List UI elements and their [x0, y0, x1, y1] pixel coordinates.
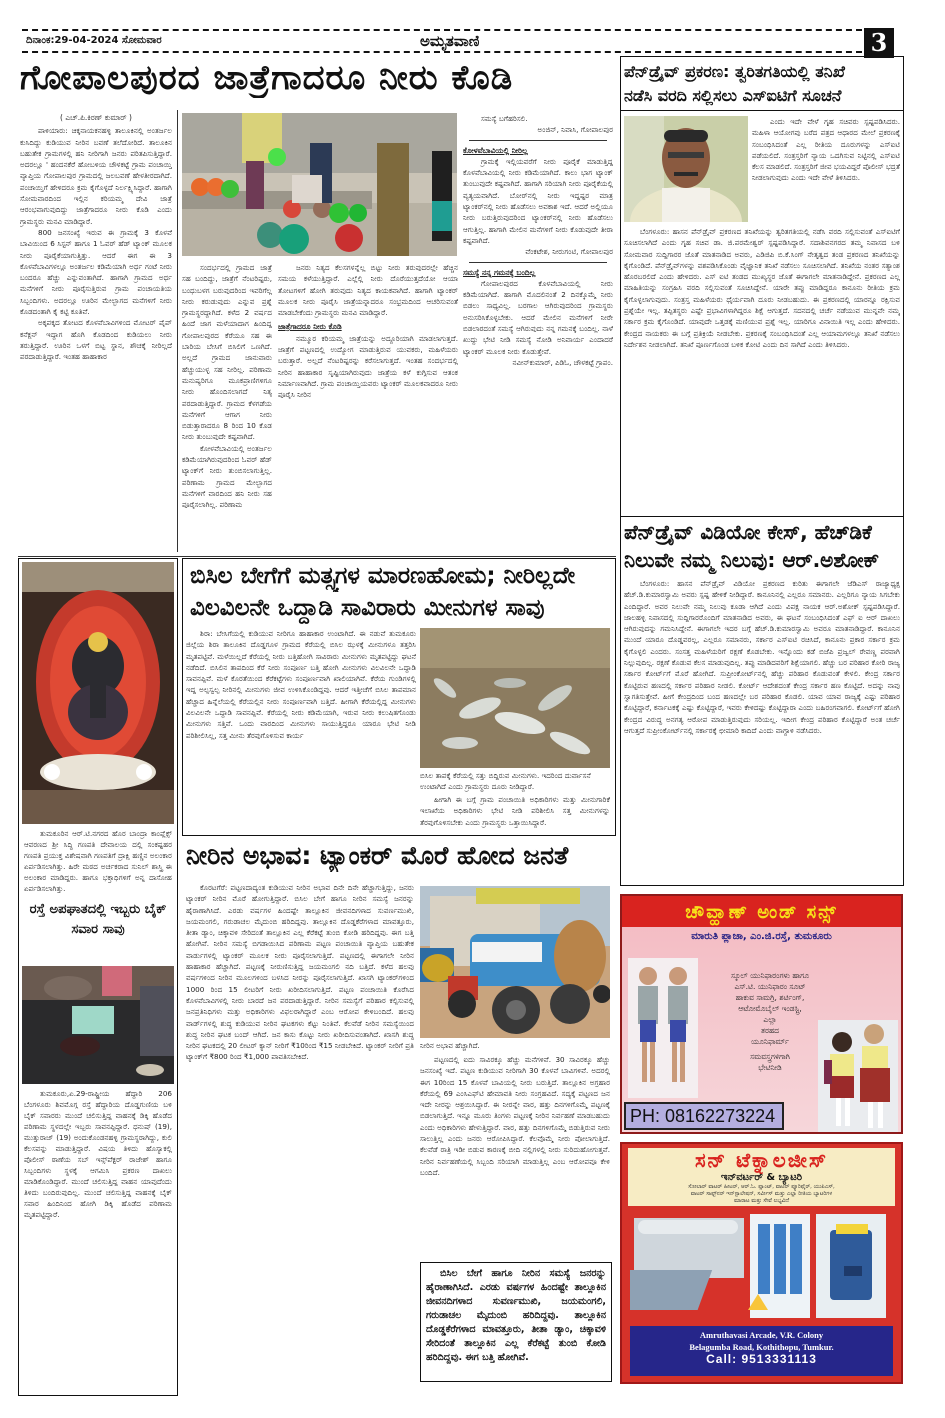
chauhan-ad-address: ಮಾರುತಿ ಪ್ಲಾಜಾ, ಎಂ.ಜಿ.ರಸ್ತೆ, ತುಮಕೂರು	[691, 931, 832, 942]
lead-column-4	[463, 113, 613, 553]
lead-para-1: ಪಾಳಿಯಾರು: ಚಿಕ್ಕನಾಯಕನಹಳ್ಳಿ ತಾಲೂಕಿನಲ್ಲಿ ಅಂತರ್ಜಲ ಕುಸಿದಿದ್ದು ಕುಡಿಯುವ ನೀರಿನ ಬವಣೆ ತಲೆದೋರಿದೆ. ತಾಲೂಕಿನ ಬಹುತೇಕ ಗ್ರಾಮಗಳಲ್ಲಿ ಹನಿ ನೀರಿಗಾಗಿ ಜನರು ಪರಿತಪಿಸುತ್ತಿದ್ದಾರೆ. ಅದರಲ್ಲೂ ' ಹಂದನಕೆರೆ ಹೋಬಳಿಯ ಚೌಳಕಟ್ಟೆ ಗ್ರಾಮ ಪಂಚಾಯ್ತಿ ವ್ಯಾಪ್ತಿಯ ಗೋಪಾಲಪುರ ಗ್ರಾಮದಲ್ಲಿ ಜಲಬವಣೆ ಹೇಳತೀರದಾಗಿದೆ. ಪಂಚಾಯ್ತಿಗೆ ಹೇಳಿದರೂ ಕ್ರಮ ಕೈಗೊಳ್ಳದೆ ನಿರ್ಲಕ್ಷ್ಯಿಸಿದ್ದಾರೆ. ಹಾಗಾಗಿ ಸೋಮವಾರದಿಂದ ಇಲ್ಲಿನ ಕರಿಯಮ್ಮ ದೇವಿ ಜಾತ್ರೆ ಆರಂಭವಾಗುವುದಿದ್ದು ಜಾತ್ರೆಗಾದರೂ ನೀರು ಕೊಡಿ ಎಂದು ಗ್ರಾಮಸ್ಥರು ಮನವಿ ಮಾಡಿದ್ದಾರೆ.	[20, 126, 172, 226]
fish-headline-line-1: ಬಿಸಿಲ ಬೇಗೆಗೆ ಮತ್ಸ್ಯಗಳ ಮಾರಣಹೋಮ; ನೀರಿಲ್ಲದೇ	[190, 563, 576, 589]
lead-column-2	[182, 262, 272, 552]
ad-line: ಸೋಲಾರ್ ವಾಟರ್ ಹೀಟರ್, ಆರ್.ಓ. ಪ್ಲಾಂಟ್, ವಾಟರ್ ಪ್ಯೂರಿಫೈರ್, ಯುಪಿಎಸ್,	[688, 1184, 835, 1190]
dead-fish-photo	[420, 628, 610, 768]
lead-subhead-pdo: ಸಮಸ್ಯೆ ನನ್ನ ಗಮನಕ್ಕೆ ಬಂದಿಲ್ಲ	[463, 267, 536, 277]
ganesha-photo	[22, 562, 174, 824]
lead-para-7: ನಮ್ಮೂರ ಕರಿಯಮ್ಮ ಜಾತ್ರೆಯನ್ನು ಅದ್ದೂರಿಯಾಗಿ ಮಾಡಲಾಗುತ್ತದೆ. ಜಾತ್ರೆಗೆ ಪಟ್ಟಣದಲ್ಲಿ ಉದ್ಯೋಗ ಮಾಡುತ್ತಿರುವ ಯುವಕರು, ಮಹಿಳೆಯರು ಬರುತ್ತಾರೆ. ಅಲ್ಲದೆ ನೆಂಟರಿಷ್ಟರನ್ನು ಕರೆಸಲಾಗುತ್ತದೆ. ಇಂತಹ ಸಂದರ್ಭದಲ್ಲಿ ನೀರಿನ ಹಾಹಾಕಾರ ಸೃಷ್ಟಿಯಾಗಿರುವುದು ಜಾತ್ರೆಯ ಕಳೆ ಕುಗ್ಗಿಸುವ ಆತಂಕ ನಿರ್ಮಾಣವಾಗಿದೆ. ಗ್ರಾಮ ಪಂಚಾಯ್ತಿಯವರು ಟ್ಯಾಂಕರ್ ಮೂಲಕವಾದರೂ ನೀರು ಪೂರೈಸಿ ನೀರಿನ	[278, 333, 458, 400]
lead-para-3: ಅಕ್ಕಪಕ್ಕದ ತೋಟದ ಕೊಳವೆಬಾವಿಗಳಿಂದ ಮೋಟರ್ ಪೈಪ್ ಕನೆಕ್ಷನ್ ಇದ್ದಾಗ ಹೊಗಿ ಕೊಡದಿಂದ ಕುಡಿಯಲು ನೀರು ತರುತ್ತಿದ್ದಾರೆ. ಊರಿನ ಒಳಗೆ ಬಿಟ್ಟ ಸ್ಥಾನ, ಶೌಚಕ್ಕೆ ನೀರಿಲ್ಲದೆ ಪರದಾಡುತ್ತಿದ್ದಾರೆ. ಇಂತಹ ಹಾಹಾಕಾರ	[20, 318, 172, 362]
ad-line: ಮಾರಾಟ ಮತ್ತು ಸೇವೆ ಲಭ್ಯವಿದೆ	[733, 1198, 790, 1204]
quote-signature-2: ವೆಂಕಟೇಶ, ನೀರುಗಂಟಿ, ಗೋಪಾಲಪುರ	[525, 247, 613, 257]
ad-line: ಯೂನಿಫಾರ್ಮ್	[751, 1037, 789, 1046]
home-minister-photo	[624, 116, 748, 222]
sun-ad-services	[628, 1184, 895, 1205]
lead-byline: ( ಎಚ್.ಪಿ.ಕಿರಣ್ ಕುಮಾರ್ )	[60, 113, 132, 122]
ganesha-caption: ತುಮಕೂರಿನ ಆರ್.ಟಿ.ನಗರದ ಹೊರ ಬಾಂದ್ರಾ ಕಾಂಪ್ಲೆಕ್ಸ್ ಆವರಣದ ಶ್ರೀ ಸಿದ್ಧಿ ಗಣಪತಿ ದೇವಾಲಯ ದಲ್ಲಿ ಸಂಕಷ್ಟಹರ ಗಣಪತಿ ಪ್ರಯುಕ್ತ ವಿಶೇಷವಾಗಿ ಗಣಪತಿಗೆ ದ್ರಾಕ್ಷಿ ಹಣ್ಣಿನ ಅಲಂಕಾರ ಏರ್ಪಡಿಸಲಾಗಿತ್ತು. ಹಿರೇ ಮಠದ ಅರ್ಚಕರಾದ ಸುನಿಲ್ ಶಾಸ್ತ್ರಿ ಈ ಅಲಂಕಾರ ಮಾಡಿದ್ದರು. ಹಾಗೂ ಭಕ್ತಾಧಿಗಳಿಗೆ ಅನ್ನ ದಾಸೋಹ ಏರ್ಪಡಿಸಲಾಗಿತ್ತು.	[24, 829, 172, 893]
water-queue-photo	[182, 113, 457, 256]
quote-signature-3: ನವೀನ್‌ಕುಮಾರ್, ಪಿಡಿಓ, ಚೌಳಕಟ್ಟೆ ಗ್ರಾಪಂ.	[512, 357, 613, 367]
tanker-headline: ನೀರಿನ ಅಭಾವ: ಟ್ಯಾಂಕರ್ ಮೊರೆ ಹೋದ ಜನತೆ	[186, 841, 569, 870]
ad-line: ಆಟೋಮೊಬೈಲ್ ಇಂಡಸ್ಟ್ರಿ,	[738, 1004, 802, 1013]
solar-heater-and-purifier-illustration	[630, 1210, 893, 1322]
lead-para-4: ಸಂದರ್ಭದಲ್ಲಿ ಗ್ರಾಮದ ಜಾತ್ರೆ ಸಹ ಬಂದಿದ್ದು, ಜಾತ್ರೆಗೆ ನೆಂಟರಿಷ್ಟರು, ಬಂಧುಬಳಗ ಬರುವುದರಿಂದ ಇವರಿಗೆಲ್ಲ ನೀರು ಕರುಡುವುದು ಎನ್ನುವ ಪ್ರಶ್ನೆ ಗ್ರಾಮಸ್ಥರದ್ದಾಗಿದೆ. ಕಳೆದ 2 ವರ್ಷದ ಹಿಂದೆ ಜಾಗ ಮಳೆಯಾದಾಗ ಹಿಂದಿದ್ದ ಗೋಪಾಲಪುರದ ಕೆರೆಯೂ ಸಹ ಈ ಬಾರಿಯ ಬೇಸಿಗೆ ಬಿಸಿಲಿಗೆ ಒಣಗಿದೆ. ಅಲ್ಲದೆ ಗ್ರಾಮದ ಜಾನುವಾರು ಹೆಚ್ಚುಯುಳ್ಳ ಸಹ ನೀರಿಲ್ಲ. ಪರಿಣಾಮ ಮನುಷ್ಯರಿಗೂ ಮೂಕಪ್ರಾಣಿಗಳಿಗೂ ನೀರು ಹೊಂದಿಸಲಾಗದೆ ನಿತ್ಯ ಪರದಾಡುತ್ತಿದ್ದಾರೆ. ಗ್ರಾಮದ ಕೆಳಗಡೆಯ ಮನೆಗಳಿಗೆ ಆಗಾಗ ನೀರು ಬಿಡುತ್ತಾರಾದರೂ 8 ರಿಂದ 10 ಕೊಡ ನೀರು ತುಂಬುವುದೇ ಕಷ್ಟವಾಗಿದೆ.	[182, 263, 272, 442]
separator	[469, 262, 607, 263]
lead-column-1	[20, 112, 172, 552]
water-tanker-photo	[420, 886, 610, 1038]
chauhan-ad-body	[710, 970, 830, 1073]
lead-column-3	[278, 262, 458, 552]
lead-para-2: 800 ಜನಸಂಖ್ಯೆ ಇರುವ ಈ ಗ್ರಾಮಕ್ಕೆ 3 ಕೊಳವೆ ಬಾವಿಯಿಂದ 6 ಸಿಸ್ಟನ್ ಹಾಗೂ 1 ಓವರ್ ಹೆಡ್ ಟ್ಯಾಂಕ್ ಮೂಲಕ ನೀರು ಪೂರೈಕೆಯಾಗುತ್ತಿತ್ತು. ಆದರೆ ಈಗ ಈ 3 ಕೊಳವೆಬಾವಿಗಳಲ್ಲೂ ಅಂತರ್ಜಲ ಕಡಿಮೆಯಾಗಿ ಅರ್ಧ ಗಂಟೆ ನೀರು ಬಂದರೂ ಹೆಚ್ಚು ಎನ್ನುವಂತಾಗಿದೆ. ಹಾಗಾಗಿ ಗ್ರಾಮದ ಅರ್ಧ ಮನೆಗಳಿಗೆ ನೀರು ಪೂರೈಸುತ್ತಿರುವ ಗ್ರಾಮ ಪಂಚಾಯತಿಯ ಸಿಬ್ಬಂದಿಗಳು. ಅದರಲ್ಲೂ ಊರಿನ ಮೇಲ್ಭಾಗದ ಮನೆಗಳಿಗೆ ನೀರು ಕೊಡದಂತಾಗಿ ಕೈ ಕಟ್ಟಿ ಕೂತಿವೆ.	[20, 227, 172, 317]
sun-technologies-ad[interactable]	[620, 1142, 903, 1384]
tanker-highlight-text: ಬಿಸಿಲ ಬೇಗೆ ಹಾಗೂ ನೀರಿನ ಸಮಸ್ಯೆ ಜನರನ್ನು ಹೈರಾಣಾಗಿಸಿದೆ. ಎರಡು ವರ್ಷಗಳ ಹಿಂದಷ್ಟೇ ತಾಲ್ಲೂಕಿನ ಜೀವನದಿಗಳಾದ ಸುವರ್ಣಮುಖಿ, ಜಯಮಂಗಲಿ, ಗರುಡಾಚಲ ಮೈದುಂಬಿ ಹರಿದಿದ್ದವು. ತಾಲ್ಲೂಕಿನ ದೊಡ್ಡಕೆರೆಗಳಾದ ಮಾವತ್ತೂರು, ತೀತಾ ಡ್ಯಾಂ, ಚಿಕ್ಕಾವಳಿ ಸೇರಿದಂತೆ ತಾಲ್ಲೂಕಿನ ಎಲ್ಲ ಕೆರೆಕಟ್ಟೆ ತುಂಬಿ ಕೋಡಿ ಹರಿದಿದ್ದವು. ಈಗ ಬತ್ತಿ ಹೋಗಿವೆ.	[426, 1268, 606, 1363]
ashok-body: ಬೆಂಗಳೂರು: ಹಾಸನ ಪೆನ್‌ಡ್ರೈವ್ ವಿಡಿಯೋ ಪ್ರಕರಣದ ಕುರಿತು ಈಗಾಗಲೇ ಜೆಡಿಎಸ್ ರಾಜ್ಯಾಧ್ಯಕ್ಷ ಹೆಚ್.ಡಿ.ಕುಮಾರಸ್ವಾಮಿ ಅವರು ಸ್ಪಷ್ಟ ಹೇಳಿಕೆ ನೀಡಿದ್ದಾರೆ. ಕಾನೂನಿನಲ್ಲಿ ಎಲ್ಲರೂ ಸಮಾನರು. ಎಲ್ಲರಿಗೂ ನ್ಯಾಯ ಸಿಗಬೇಕು ಎಂದಿದ್ದಾರೆ. ಅವರ ನಿಲುವೇ ನಮ್ಮ ನಿಲುವು ಕೂಡಾ ಆಗಿದೆ ಎಂದು ವಿಪಕ್ಷ ನಾಯಕ ಆರ್.ಅಶೋಕ್ ಸ್ಪಷ್ಟಪಡಿಸಿದ್ದಾರೆ. ಜಾಲಹಳ್ಳಿ ನಿವಾಸದಲ್ಲಿ ಸುದ್ದಿಗಾರರೊಂದಿಗೆ ಮಾತನಾಡಿದ ಅವರು, ಈ ಘಟನೆ ಸಂಬಂಧಿಸಿದಂತೆ ಎಫ್ ಐ ಆರ್ ದಾಖಲು ಆಗಿರುವುದನ್ನು ಗಮನಿಸಿದ್ದೇನೆ. ಈಗಾಗಲೇ ಇದರ ಬಗ್ಗೆ ಹೆಚ್.ಡಿ.ಕುಮಾರಸ್ವಾಮಿ ಅವರೂ ಮಾತನಾಡಿದ್ದಾರೆ. ಕಾನೂನಿನ ಮುಂದೆ ಯಾರೂ ದೊಡ್ಡವರಲ್ಲ, ಎಲ್ಲರೂ ಸಮಾನರು, ಸರ್ಕಾರ ಎಸ್‌ಐಟಿ ರಚಿಸಿದೆ, ಕಾನೂನು ಪ್ರಕಾರ ಸರ್ಕಾರ ಕ್ರಮ ಕೈಗೊಳ್ಳಲಿ ಎಂದರು. ಸಂಸತ್ತ ಮಹಿಳೆಯರಿಗೆ ರಕ್ಷಣೆ ಕೊಡಬೇಕು. ಇನ್ನೊಂದು ಕಡೆ ಬಿಜೆಪಿ ಪ್ರಜ್ವಲ್ ರೇವಣ್ಣ ಪರವಾಗಿ ನಿಲ್ಲುವುದಿಲ್ಲ. ರಕ್ಷಣೆ ಕೊಡುವ ಕೆಲಸ ಮಾಡುವುದಿಲ್ಲ. ತಪ್ಪು ಮಾಡಿದವರಿಗೆ ಶಿಕ್ಷೆಯಾಗಲಿ. ಹೆಚ್ಚು ಬರ ಪರಿಹಾರ ಕೋರಿ ರಾಜ್ಯ ಸರ್ಕಾರ ಕೋರ್ಟ್‌ಗೆ ಮೊರೆ ಹೋಗಿದೆ. ಸುಪ್ರೀಂಕೋರ್ಟ್‌ನಲ್ಲಿ ಹೆಚ್ಚು ಪರಿಹಾರ ಕೊಡುವಂತೆ ಕೇಳಲಿ. ಕೇಂದ್ರ ಸರ್ಕಾರ ಕೊಟ್ಟಿರುವ ಹಣದಲ್ಲಿ ಸರ್ಕಾರ ಪರಿಹಾರ ನೀಡಲಿ. ಕೋರ್ಟ್ ಆದೇಶದಂತೆ ಕೇಂದ್ರ ಸರ್ಕಾರ ಹಣ ಕೊಟ್ಟಿದೆ. ಅದನ್ನು ನಾವು ಸ್ವಾಗತಿಸುತ್ತೇವೆ. ಹೀಗೆ ಕೇಂದ್ರದಿಂದ ಬಂದ ಹಣದಲ್ಲೇ ಬರ ಪರಿಹಾರ ಕೊಡಲಿ. ಯಾವ ಯಾವ ರಾಜ್ಯಕ್ಕೆ ಎಷ್ಟು ಪರಿಹಾರ ಕೊಟ್ಟಿದ್ದಾರೆ, ಕರ್ನಾಟಕಕ್ಕೆ ಎಷ್ಟು ಕೊಟ್ಟಿದ್ದಾರೆ, ಇವರು ಕೇಳಿದಷ್ಟು ಕೊಟ್ಟಿದ್ದಾರಾ ಎಂದು ಬಹಿರಂಗವಾಗಲಿ. ಕೋರ್ಟ್‌ಗೆ ಹೋಗಿ ಕೇಂದ್ರದ ವಿರುದ್ಧ ಅನಗತ್ಯ ಆರೋಪ ಮಾಡುತ್ತಿರುವುದು ಸರಿಯಲ್ಲ. ಇದೀಗ ಕೇಂದ್ರ ಪರಿಹಾರ ಕೊಟ್ಟಿದ್ದಾರೆ ಅಂತ ಚರ್ಚೆ ಆಗುತ್ತದೆ ಸುಪ್ರೀಂಕೋರ್ಟ್‌ನಲ್ಲಿ ಸರ್ಕಾರಕ್ಕೆ ಛೀಮಾರಿ ಕಾದಿದೆ ಎಂದು ವಾಗ್ದಾಳಿ ನಡೆಸಿದರು.	[624, 579, 900, 735]
ashok-headline-line-1: ಪೆನ್‌ಡ್ರೈವ್ ವಿಡಿಯೋ ಕೇಸ್, ಹೆಚ್‌ಡಿಕೆ	[624, 520, 872, 544]
ad-line: ಎಸ್.ಟಿ. ಯುನಿಫಾರಂ ಸೂಟ್	[734, 982, 806, 991]
tanker-photo-caption: ನೀರಿನ ಅಭಾವ ಹೆಚ್ಚಾಗಿದೆ.	[420, 1041, 480, 1050]
ad-line: ಭೇಟಿನೀಡಿ	[758, 1063, 782, 1072]
lead-para-5: ಕೋಳವೆಬಾವಿಯಲ್ಲಿ ಅಂತರ್ಜಲ ಕಡಿಮೆಯಾಗಿರುವುದರಿಂದ ಓವರ್ ಹೆಡ್ ಟ್ಯಾಂಕ್‌ಗೆ ನೀರು ತುಂಬಿಸಲಾಗುತ್ತಿಲ್ಲ. ಪರಿಣಾಮ ಗ್ರಾಮದ ಮೇಲ್ಭಾಗದ ಮನೆಗಳಿಗೆ ವಾರದಿಂದ ಹನಿ ನೀರು ಸಹ ಪೂರೈಸಲಾಗಿಲ್ಲ. ಪರಿಣಾಮ	[182, 443, 272, 510]
fish-body: ಶಿರಾ: ಬೇಸಿಗೆಯಲ್ಲಿ ಕುಡಿಯುವ ನೀರಿಗೂ ಹಾಹಾಕಾರ ಉಂಟಾಗಿದೆ. ಈ ನಡುವೆ ತುಮಕೂರು ಜಿಲ್ಲೆಯ ಶಿರಾ ತಾಲೂಕಿನ ದೊಡ್ಡಗೂಳ ಗ್ರಾಮದ ಕೆರೆಯಲ್ಲಿ ಬಿಸಿಲ ಝಳಕ್ಕೆ ಮೀನುಗಳೂ ತತ್ತರಿಸಿ ಮೃತಪಟ್ಟಿವೆ. ಮಳೆಯಿಲ್ಲದೆ ಕೆರೆಯಲ್ಲಿ ನೀರು ಬತ್ತಿಹೋಗಿ ಸಾವಿರಾರು ಮೀನುಗಳು ಮೃತಪಟ್ಟಿದ್ದು ಘಟನೆ ನಡೆದಿದೆ. ಬಿಸಿಲಿನ ತಾಪದಿಂದ ಕೆರೆ ನೀರು ಸಂಪೂರ್ಣ ಬತ್ತಿ ಹೋಗಿ ಮೀನುಗಳು ವಿಲವಿಲನೇ ಒದ್ದಾಡಿ ಸಾವನಪ್ಪಿವೆ. ಮಳೆ ಕೊರತೆಯಿಂದ ಕೆರೆಕಟ್ಟೆಗಳು ಸಂಪೂರ್ಣವಾಗಿ ಖಾಲಿಯಾಗಿವೆ. ಕೆರೆಯ ಗುಂಡಿಗಳಲ್ಲಿ ಇದ್ದ ಅಲ್ಪಸ್ವಲ್ಪ ನೀರಿನಲ್ಲಿ ಮೀನುಗಳು ಜೀವ ಉಳಿಸಿಕೊಂಡಿದ್ದವು. ಆದರೆ ಇತ್ತೀಚೆಗೆ ಬಿಸಿಲ ತಾಪಮಾನ ಹೆಚ್ಚಾದ ಹಿನ್ನೆಲೆಯಲ್ಲಿ ಕೆರೆಯಲ್ಲಿನ ನೀರು ಸಂಪೂರ್ಣವಾಗಿ ಬತ್ತಿದೆ. ಹೀಗಾಗಿ ಕೆರೆಯಲ್ಲಿದ್ದ ಮೀನುಗಳು ವಿಲವಿಲನೇ ಒದ್ದಾಡಿ ಸಾವನಪ್ಪಿವೆ. ಕೆರೆಯಲ್ಲಿ ನೀರು ಕಡಿಮೆಯಾಗಿ, ಇರುವ ನೀರು ಕಲುಷಿತಗೊಂಡು ಮೀನುಗಳು ಸತ್ತಿವೆ. ಒಂದು ವಾರದಿಂದ ಮೀನುಗಳು ಸಾಯುತ್ತಿದ್ದರೂ ಯಾರೂ ಭೇಟಿ ನೀಡಿ ಪರಿಶೀಲಿಸಿಲ್ಲ, ಸತ್ತ ಮೀನು ತೆರವುಗೊಳಿಸುವ ಕಾರ್ಯ	[186, 629, 416, 740]
ashok-headline-line-2: ನಿಲುವೇ ನಮ್ಮ ನಿಲುವು: ಆರ್.ಅಶೋಕ್	[624, 548, 880, 572]
pendrive-headline-line-2: ನಡೆಸಿ ವರದಿ ಸಲ್ಲಿಸಲು ಎಸ್‌ಐಟಿಗೆ ಸೂಚನೆ	[624, 86, 842, 105]
lead-para-8: ಸಮಸ್ಯೆ ಬಗೆಹರಿಸಲಿ.	[481, 114, 528, 123]
fish-photo-caption: ಬಿಸಿಲ ತಾಪಕ್ಕೆ ಕೆರೆಯಲ್ಲಿ ಸತ್ತು ಬಿದ್ದಿರುವ ಮೀನುಗಳು. ಇದರಿಂದ ದುರ್ವಾಸನೆ ಉಂಟಾಗಿದೆ ಎಂದು ಗ್ರಾಮಸ್ಥರು ದೂರು ನೀಡಿದ್ದಾರೆ.	[420, 771, 591, 791]
fish-body-2: ಹೀಗಾಗಿ ಈ ಬಗ್ಗೆ ಗ್ರಾಮ ಪಂಚಾಯಿತಿ ಅಧಿಕಾರಿಗಳು ಮತ್ತು ಮೀನುಗಾರಿಕೆ ಇಲಾಖೆಯ ಅಧಿಕಾರಿಗಳು ಭೇಟಿ ನೀಡಿ ಪರಿಶೀಲಿಸಿ ಸತ್ತ ಮೀನುಗಳನ್ನು ತೆರವುಗೊಳಿಸಬೇಕು ಎಂದು ಗ್ರಾಮಸ್ಥರು ಒತ್ತಾಯಿಸಿದ್ದಾರೆ.	[420, 795, 610, 827]
issue-date: ದಿನಾಂಕ:29-04-2024 ಸೋಮವಾರ	[26, 35, 162, 46]
ad-line: ಹಾಕುವ ಸಾಮಗ್ರಿ, ಶರ್ಟಿಂಗ್,	[735, 993, 805, 1002]
section-divider	[18, 556, 616, 557]
ad-line: ಸ್ಕೂಲ್ ಯುನಿಫಾರಂಗಳು ಹಾಗೂ	[730, 971, 810, 980]
quote-signature-1: ಅಂಜಿನ್, ನಿವಾಸಿ, ಗೋಪಾಲಪುರ	[537, 125, 613, 135]
sun-ad-address-line-2: Belagumba Road, Kothithopu, Tumkur.	[689, 1342, 834, 1352]
ad-line: ತರಹದ	[761, 1026, 779, 1035]
chauhan-ad-title: ಚೌವ್ಹಾಣ್ ಅಂಡ್ ಸನ್ಸ್	[622, 896, 901, 927]
page-number: 3	[864, 28, 894, 58]
tanker-body-2: ಪಟ್ಟಣದಲ್ಲಿ ಐದು ಸಾವಿರಕ್ಕೂ ಹೆಚ್ಚು ಮನೆಗಳಿವೆ. 30 ಸಾವಿರಕ್ಕೂ ಹೆಚ್ಚು ಜನಸಂಖ್ಯೆ ಇದೆ. ಪಟ್ಟಣ ಕುಡಿಯುವ ನೀರಿಗಾಗಿ 30 ಕೊಳವೆ ಬಾವಿಗಳಿವೆ. ಅದರಲ್ಲಿ ಈಗ 10ರಿಂದ 15 ಕೊಳವೆ ಬಾವಿಯಲ್ಲಿ ನೀರು ಬರುತ್ತಿದೆ. ತಾಲ್ಲೂಕಿನ ಅಗ್ರಹಾರ ಕೆರೆಯಲ್ಲಿ 69 ಎಂಸಿಎಫ್‌ಟಿ ಹೇಮಾವತಿ ನೀರು ಸಂಗ್ರಹವಿದೆ. ಸದ್ಯಕ್ಕೆ ಪಟ್ಟಣದ ಜನ ಇದೇ ನೀರನ್ನು ಆಶ್ರಯಿಸಿದ್ದಾರೆ. ಈ ನೀರನ್ನೇ ವಾರ, ಹತ್ತು ದಿನಗಳಿಗೊಮ್ಮೆ ಪಟ್ಟಣಕ್ಕೆ ಬಿಡಲಾಗುತ್ತಿದೆ. ಇನ್ನೂ ಮೂರು ತಿಂಗಳು ಪಟ್ಟಣಕ್ಕೆ ನೀರಿನ ನಿರ್ವಹಣೆ ಮಾಡಬಹುದು ಎಂದು ಅಧಿಕಾರಿಗಳು ಹೇಳುತ್ತಿದ್ದಾರೆ. ವಾರ, ಹತ್ತು ದಿನಗಳಿಗೊಮ್ಮೆ ಬಿಡುತ್ತಿರುವ ನೀರು ಸಾಲುತ್ತಿಲ್ಲ ಎಂದು ಜನರು ಆರೋಪಿಸಿದ್ದಾರೆ. ಕೆಲವೊಮ್ಮೆ ನೀರು ಪೋಲಾಗುತ್ತಿದೆ. ಕೆಲವೆಡೆ ರಾತ್ರಿ ಇಡೀ ಬಿಡುವ ಕಾರಣಕ್ಕೆ ಬೀದಿ ನಲ್ಲಿಗಳಲ್ಲಿ ನೀರು ಸುರಿದುಹೋಗುತ್ತವೆ. ನೀರಿನ ನಿರ್ವಹಣೆಯಲ್ಲಿ ಸಿಬ್ಬಂದಿ ಸರಿಯಾಗಿ ಮಾಡುತ್ತಿಲ್ಲ ಎಂಬ ಆರೋಪವೂ ಕೇಳಿ ಬಂದಿದೆ.	[420, 1055, 610, 1177]
headline-rule	[620, 110, 904, 111]
pendrive-side-para: ಎಂದು ಇದೇ ವೇಳೆ ಗೃಹ ಸಚಿವರು ಸ್ಪಷ್ಟಪಡಿಸಿದರು. ಮಹಿಳಾ ಆಯೋಗವು ಬರೆದ ಪತ್ರದ ಆಧಾರದ ಮೇಲೆ ಪ್ರಕರಣಕ್ಕೆ ಸಂಬಂಧಿಸಿದಂತೆ ಎಲ್ಲ ರೀತಿಯ ದೂರುಗಳನ್ನು ಎಸ್‌ಐಟಿ ಪಡೆಯಲಿದೆ. ಸಂತ್ರಸ್ತರಿಗೆ ನ್ಯಾಯ ಒದಗಿಸುವ ನಿಟ್ಟಿನಲ್ಲಿ ಎಸ್‌ಐಟಿ ಕೆಲಸ ಮಾಡಲಿದೆ. ಸಂತ್ರಸ್ತರಿಗೆ ಜೀವ ಭಯವಿದ್ದರೆ ಪೊಲೀಸ್ ಭದ್ರತೆ ನೀಡಲಾಗುವುದು ಎಂದು ಇದೇ ವೇಳೆ ತಿಳಿಸಿದರು.	[752, 117, 900, 183]
uniform-kids-illustration-left	[628, 958, 698, 1098]
lead-para-6: ಜನರು ನಿತ್ಯದ ಕೆಲಸಗಳನ್ನೆಲ್ಲ ಬಿಟ್ಟು ನೀರು ತರುವುದರಲ್ಲೇ ಹೆಚ್ಚಿನ ಸಮಯ ಕಳೆಯುತ್ತಿದ್ದಾರೆ. ಎಲ್ಲೆಲ್ಲಿ ನೀರು ದೊರೆಯುತ್ತದೆಯೋ ಆಯಾ ತೋಟಗಳಿಗೆ ಹೋಗಿ ತರುವುದು ನಿತ್ಯದ ಕಾಯಕವಾಗಿದೆ. ಹಾಗಾಗಿ ಟ್ಯಾಂಕರ್ ಮೂಲಕ ನೀರು ಪೂರೈಸಿ ಜಾತ್ರೆಯನ್ನಾದರೂ ಸಂಭ್ರಮದಿಂದ ಆಚರಿಸುವಂತೆ ಮಾಡಬೇಕೆಂದು ಗ್ರಾಮಸ್ಥರು ಮನವಿ ಮಾಡಿದ್ದಾರೆ.	[278, 263, 458, 318]
pendrive-side-text	[752, 116, 900, 222]
pendrive-headline-line-1: ಪೆನ್‌ಡ್ರೈವ್ ಪ್ರಕರಣ: ತ್ವರಿತಗತಿಯಲ್ಲಿ ತನಿಖೆ	[624, 62, 845, 81]
sun-ad-subtitle: ಇನ್‌ವರ್ಟರ್ & ಬ್ಯಾಟರಿ	[720, 1172, 803, 1183]
accident-photo	[22, 966, 174, 1084]
tanker-highlight-box	[420, 1262, 612, 1382]
sun-ad-header-panel	[628, 1148, 895, 1206]
header-rule-bottom	[22, 51, 862, 53]
sun-ad-address-line-1: Amruthavasi Arcade, V.R. Colony	[699, 1330, 824, 1340]
lead-subhead-jatre: ಜಾತ್ರೆಗಾದರೂ ನೀರು ಕೊಡಿ	[278, 322, 342, 332]
fish-headline-line-2: ವಿಲವಿಲನೇ ಒದ್ದಾಡಿ ಸಾವಿರಾರು ಮೀನುಗಳ ಸಾವು	[190, 595, 545, 621]
column-divider	[177, 110, 178, 552]
lead-headline: ಗೋಪಾಲಪುರದ ಜಾತ್ರೆಗಾದರೂ ನೀರು ಕೊಡಿ	[20, 58, 514, 98]
ad-line: ಸಮವಸ್ತ್ರಗಳಿಗಾಗಿ	[750, 1052, 790, 1061]
header-rule-top	[22, 29, 862, 31]
pendrive-body: ಬೆಂಗಳೂರು: ಹಾಸನ ಪೆನ್‌ಡ್ರೈವ್ ಪ್ರಕರಣದ ತನಿಖೆಯನ್ನು ತ್ವರಿತಗತಿಯಲ್ಲಿ ನಡೆಸಿ ವರದಿ ಸಲ್ಲಿಸುವಂತೆ ಎಸ್‌ಐಟಿಗೆ ಸೂಚಿಸಲಾಗಿದೆ ಎಂದು ಗೃಹ ಸಚಿವ ಡಾ. ಜಿ.ಪರಮೇಶ್ವರ್ ಸ್ಪಷ್ಟಪಡಿಸಿದ್ದಾರೆ. ಸದಾಶಿವನಗರದ ತಮ್ಮ ನಿವಾಸದ ಬಳಿ ಸೋಮವಾರ ಸುದ್ದಿಗಾರರ ಜೊತೆ ಮಾತನಾಡಿದ ಅವರು, ಎಡಿಜಿಪಿ ಬಿ.ಕೆ.ಸಿಂಗ್ ನೇತೃತ್ವದ ತಂಡ ಪ್ರಕರಣದ ತನಿಖೆಯನ್ನು ಕೈಗೊಂಡಿದೆ. ಪೆನ್‌ಡ್ರೈವ್‌ಗಳನ್ನು ವಶಪಡಿಸಿಕೊಂಡು ವೈಜ್ಞಾನಿಕ ತನಿಖೆ ನಡೆಸಲು ಸೂಚಿಸಲಾಗಿದೆ. ತನಿಖೆಯ ನಂತರ ಸತ್ಯಾಂಶ ಹೊರಬರಲಿದೆ ಎಂದು ಹೇಳಿದರು. ಎಸ್ ಐಟಿ ತಂಡದ ಮುಖ್ಯಸ್ಥರ ಜೊತೆ ಈಗಾಗಲೇ ಮಾತನಾಡಿದ್ದೇನೆ. ಪ್ರಕರಣದ ಎಲ್ಲ ಮಾಹಿತಿಯನ್ನು ಸಂಗ್ರಹಿಸಿ ವರದಿ ಸಲ್ಲಿಸುವಂತೆ ಸೂಚಿಸಿದ್ದೇನೆ. ಯಾರೇ ತಪ್ಪು ಮಾಡಿದ್ದರೂ ಕಾನೂನು ರೀತಿಯ ಕ್ರಮ ಕೈಗೊಳ್ಳಲಾಗುವುದು. ಸಂತ್ರಸ್ತ ಮಹಿಳೆಯರು ಧೈರ್ಯವಾಗಿ ದೂರು ನೀಡಬಹುದು. ಈ ಪ್ರಕರಣದಲ್ಲಿ ಯಾರನ್ನೂ ರಕ್ಷಿಸುವ ಪ್ರಶ್ನೆಯೇ ಇಲ್ಲ. ತಪ್ಪಿತಸ್ಥರು ಎಷ್ಟೇ ಪ್ರಭಾವಿಗಳಾಗಿದ್ದರೂ ಶಿಕ್ಷೆ ಆಗುತ್ತದೆ. ಸದನದಲ್ಲಿ ಚರ್ಚೆ ನಡೆಯುವ ಮುನ್ನವೇ ನಮ್ಮ ಸರ್ಕಾರ ಕ್ರಮ ಕೈಗೊಂಡಿದೆ. ಯಾವುದೇ ಒತ್ತಡಕ್ಕೆ ಮಣಿಯುವ ಪ್ರಶ್ನೆ ಇಲ್ಲ. ಯಾರಿಗೂ ವಿನಾಯಿತಿ ಇಲ್ಲ ಎಂದು ಹೇಳಿದರು. ಕೇಂದ್ರದ ನಾಯಕರು ಈ ಬಗ್ಗೆ ಪ್ರತಿಕ್ರಿಯೆ ನೀಡಬೇಕು. ಪ್ರಕರಣಕ್ಕೆ ಸಂಬಂಧಿಸಿದಂತೆ ಎಲ್ಲ ಆಯಾಮಗಳಲ್ಲೂ ತನಿಖೆ ನಡೆಸಲು ನಿರ್ದೇಶನ ನೀಡಲಾಗಿದೆ. ತನಿಖೆ ಪೂರ್ಣಗೊಂಡ ಬಳಿಕ ಕೋಟಿ ಎಂದು ದಿನ ಸಾಗಿದೆ ಎಂದು ತಿಳಿಸಿದರು.	[624, 227, 900, 349]
sun-ad-address-panel	[630, 1326, 893, 1376]
lead-subhead-borewell: ಕೋಳವೆಬಾವಿಯಲ್ಲಿ ನೀರಿಲ್ಲ	[463, 145, 528, 155]
accident-body: ತುಮಕೂರು,ಏ.29-ರಾಷ್ಟ್ರೀಯ ಹೆದ್ದಾರಿ 206 ಬೆಂಗಳೂರು ಶಿವಮೊಗ್ಗ ರಸ್ತೆ ಹೆದ್ದಾರಿಯ ದೊಡ್ಡಗುಣಿಯ ಬಳಿ ಬೈಕ್ ಸವಾರರು ಮುಂದೆ ಚಲಿಸುತ್ತಿದ್ದ ವಾಹನಕ್ಕೆ ಡಿಕ್ಕಿ ಹೊಡೆದ ಪರಿಣಾಮ ಸ್ಥಳದಲ್ಲೇ ಇಬ್ಬರು ಸಾವನಪ್ಪಿದ್ದಾರೆ. ಧನುಷ್ (19), ಮುತ್ತುರಾಜ್ (19) ಅಂದುಕೊಂಡನಹಳ್ಳಿ ಗ್ರಾಮಸ್ಥರಾಗಿದ್ದು, ಕುಲಿ ಕೆಲಸವನ್ನು ಮಾಡುತ್ತಿದ್ದಾರೆ. ವಿಷಯ ತಿಳಿದು ಹೊಸ್ಯಾಕಲ್ಲಿ ಪೊಲೀಸ್ ಠಾಣೆಯ ಸಬ್ ಇನ್ಸ್‌ಪೆಕ್ಟರ್ ರಾಜೇಶ್ ಹಾಗೂ ಸಿಬ್ಬಂದಿಗಳು ಸ್ಥಳಕ್ಕೆ ಆಗಮಿಸಿ ಪ್ರಕರಣ ದಾಖಲು ಮಾಡಿಕೊಂಡಿದ್ದಾರೆ. ಮುಂದೆ ಚಲಿಸುತ್ತಿದ್ದ ವಾಹನ ಯಾವುದೆಂದು ತಿಳಿದು ಬಂದಿರುವುದಿಲ್ಲ. ಮುಂದೆ ಚಲಿಸುತ್ತಿದ್ದ ವಾಹನಕ್ಕೆ ಬೈಕ್ ಸವಾರ ಹಿಂದಿನಿಂದ ಹೋಗಿ ಡಿಕ್ಕಿ ಹೊಡೆದ ಪರಿಣಾಮ ಮೃತಪಟ್ಟಿದ್ದಾರೆ.	[24, 1089, 172, 1219]
sun-ad-call[interactable]: Call: 9513331113	[706, 1352, 817, 1366]
separator	[469, 140, 607, 141]
sun-ad-title: ಸನ್ ಟೆಕ್ನಾಲಜೀಸ್	[694, 1148, 829, 1172]
lead-para-10: ಗೋಪಾಲಪುರದ ಕೊಳವೆಬಾವಿಯಲ್ಲಿ ನೀರು ಕಡಿಮೆಯಾಗಿದೆ. ಹಾಗಾಗಿ ಮೊದಲಿನಂತೆ 2 ದಿನಕ್ಕೊಮ್ಮೆ ನೀರು ಬಿಡಲು ಸಾಧ್ಯವಿಲ್ಲ. ಬರಗಾಲ ಆಗಿರುವುದರಿಂದ ಗ್ರಾಮಸ್ಥರು ಅನುಸರಿಸಿಕೊಳ್ಳಬೇಕು. ಆದರೆ ಮೇಲಿನ ಮನೆಗಳಿಗೆ ನೀರೇ ಬಿಡಲಾರದಂತೆ ಸಮಸ್ಯೆ ಆಗಿರುವುದು ನನ್ನ ಗಮನಕ್ಕೆ ಬಂದಿಲ್ಲ. ನಾಳೆ ಖುದ್ದು ಭೇಟಿ ನೀಡಿ ಸಮಸ್ಯೆ ನೋಡಿ ಅನಿವಾರ್ಯ ಎಂದಾದರೆ ಟ್ಯಾಂಕರ್ ಮೂಲಕ ನೀರು ಕೊಡುತ್ತೇವೆ.	[463, 278, 613, 356]
masthead: ಅಮೃತವಾಣಿ	[420, 32, 480, 50]
accident-headline: ರಸ್ತೆ ಅಪಘಾತದಲ್ಲಿ ಇಬ್ಬರು ಬೈಕ್ ಸವಾರ ಸಾವು	[22, 900, 174, 940]
chauhan-ad-phone[interactable]: PH: 08162273224	[624, 1102, 784, 1130]
ad-line: ವಾಟರ್ ಸಾಫ್ಟ್‌ನರ್ ಇನ್‌ಸ್ಟಾಲೇಷನ್, ಸರ್ವೀಸ್ ಮತ್ತು ಎಲ್ಲಾ ರೀತಿಯ ಬ್ಯಾಟರಿಗಳ	[690, 1191, 833, 1197]
chauhan-sons-ad[interactable]	[620, 894, 903, 1134]
tanker-body: ಕೊರಟಗೆರೆ: ಪಟ್ಟಣದಾದ್ಯಂತ ಕುಡಿಯುವ ನೀರಿನ ಅಭಾವ ದಿನೇ ದಿನೇ ಹೆಚ್ಚಾಗುತ್ತಿದ್ದು, ಜನರು ಟ್ಯಾಂಕರ್ ನೀರಿನ ಮೊರೆ ಹೋಗುತ್ತಿದ್ದಾರೆ. ಬಿಸಿಲ ಬೇಗೆ ಹಾಗೂ ನೀರಿನ ಸಮಸ್ಯೆ ಜನರನ್ನು ಹೈರಾಣಾಗಿಸಿದೆ. ಎರಡು ವರ್ಷಗಳ ಹಿಂದಷ್ಟೇ ತಾಲ್ಲೂಕಿನ ಜೀವನದಿಗಳಾದ ಸುವರ್ಣಮುಖಿ, ಜಯಮಂಗಲಿ, ಗರುಡಾಚಲ ಮೈದುಂಬಿ ಹರಿದಿದ್ದವು. ತಾಲ್ಲೂಕಿನ ದೊಡ್ಡಕೆರೆಗಳಾದ ಮಾವತ್ತೂರು, ತೀತಾ ಡ್ಯಾಂ, ಚಿಕ್ಕಾವಳಿ ಸೇರಿದಂತೆ ತಾಲ್ಲೂಕಿನ ಎಲ್ಲ ಕೆರೆಕಟ್ಟೆ ತುಂಬಿ ಕೋಡಿ ಹರಿದಿದ್ದವು. ಈಗ ಬತ್ತಿ ಹೋಗಿವೆ. ನೀರಿನ ಸಮಸ್ಯೆ ಬಿಗಡಾಯಿಸಿದ ಪರಿಣಾಮ ಪಟ್ಟಣ ಪಂಚಾಯಿತಿ ವ್ಯಾಪ್ತಿಯ ಬಹುತೇಕ ವಾರ್ಡುಗಳಲ್ಲಿ ಟ್ಯಾಂಕರ್ ಮೂಲಕ ನೀರು ಪೂರೈಸಲಾಗುತ್ತಿದೆ. ಪಟ್ಟಣದಲ್ಲಿ ಈಗಾಗಲೇ ನೀರಿನ ಹಾಹಾಕಾರ ಹೆಚ್ಚಾಗಿದೆ. ಪಟ್ಟಣಕ್ಕೆ ನೀರುಣಿಸುತ್ತಿದ್ದ ಜಯಮಂಗಲಿ ನದಿ ಬತ್ತಿದೆ. ಕಳೆದ ಹಲವು ವರ್ಷಗಳಿಂದ ನೀರಿನ ಮೂಲಗಳಿಂದ ಬಳಸಿದ ನೀರನ್ನು ಪೂರೈಸಲಾಗುತ್ತಿದೆ. ಖಾಸಗಿ ಟ್ಯಾಂಕರ್‌ಗಳಿಂದ 1000 ರಿಂದ 15 ಲೀಟರಿಗೆ ನೀರು ಖರೀದಿಸಲಾಗುತ್ತಿದೆ. ಪಟ್ಟಣ ಪಂಚಾಯಿತಿ ಕೊರೆಸಿದ ಕೊಳವೆಬಾವಿಗಳಲ್ಲಿ ನೀರು ಬಾರದೆ ಜನ ಪರದಾಡುತ್ತಿದ್ದಾರೆ. ನೀರಿನ ಸಮಸ್ಯೆಗೆ ಪರಿಹಾರ ಕಲ್ಪಿಸುವಲ್ಲಿ ಜನಪ್ರತಿನಿಧಿಗಳು ಮತ್ತು ಅಧಿಕಾರಿಗಳು ವಿಫಲರಾಗಿದ್ದಾರೆ ಎಂಬ ಆರೋಪ ಕೇಳಿಬಂದಿದೆ. ಹಲವು ವಾರ್ಡ್‌ಗಳಲ್ಲಿ ಶುದ್ಧ ಕುಡಿಯುವ ನೀರಿನ ಘಟಕಗಳು ಕೆಟ್ಟು ನಿಂತಿವೆ. ಕೆಲವೆಡೆ ನೀರಿನ ಸಮಸ್ಯೆಯಿಂದ ಶುದ್ಧ ನೀರಿನ ಘಟಕ ಬಂದ್ ಆಗಿದೆ. ಜನ ಕಾಸು ಕೊಟ್ಟು ನೀರು ಖರೀದಿಸುವಂತಾಗಿದೆ. ಖಾಸಗಿ ಶುದ್ಧ ನೀರಿನ ಘಟಕದಲ್ಲಿ 20 ಲೀಟರ್ ಕ್ಯಾನ್ ನೀರಿಗೆ ₹10ರಿಂದ ₹15 ನೀಡಬೇಕಿದೆ. ಟ್ಯಾಂಕರ್ ನೀರಿಗೆ ಪ್ರತಿ ಟ್ಯಾಂಕ್‌ಗೆ ₹800 ರಿಂದ ₹1,000 ಪಾವತಿಸಬೇಕಿದೆ.	[186, 883, 414, 1062]
lead-para-9: ಗ್ರಾಮಕ್ಕೆ ಇಲ್ಲಿಯವರೆಗೆ ನೀರು ಪೂರೈಕೆ ಮಾಡುತ್ತಿದ್ದ ಕೊಳವೆಬಾವಿಯಲ್ಲಿ ನೀರು ಕಡಿಮೆಯಾಗಿದೆ. ಕಾಲು ಭಾಗ ಟ್ಯಾಂಕ್ ತುಂಬುವುದೇ ಕಷ್ಟವಾಗಿದೆ. ಹಾಗಾಗಿ ಸರಿಯಾಗಿ ನೀರು ಪೂರೈಕೆಯಲ್ಲಿ ವ್ಯತ್ಯಯವಾಗಿದೆ. ಬೋರ್‌ನಲ್ಲಿ ನೀರು ಇದ್ದಷ್ಟರ ಮಾತ್ರ ಟ್ಯಾಂಕರ್‌ನಲ್ಲಿ ನೀರು ಹೊಡೆಸಲು ಅವಕಾಶ ಇದೆ. ಆದರೆ ಅಲ್ಲಿಯೂ ನೀರು ಬರುತ್ತಿರುವುದರಿಂದ ಟ್ಯಾಂಕರ್‌ನಲ್ಲಿ ನೀರು ಹೊಡೆಸಲು ಆಗುತ್ತಿಲ್ಲ. ಹಾಗಾಗಿ ಮೇಲಿನ ಮನೆಗಳಿಗೆ ನೀರು ಕೊಡುವುದೇ ತೀರಾ ಕಷ್ಟವಾಗಿದೆ.	[463, 156, 613, 245]
uniform-kids-illustration-right	[818, 1020, 898, 1132]
ad-line: ಎಲ್ಲಾ	[763, 1015, 777, 1024]
section-divider	[620, 516, 904, 517]
